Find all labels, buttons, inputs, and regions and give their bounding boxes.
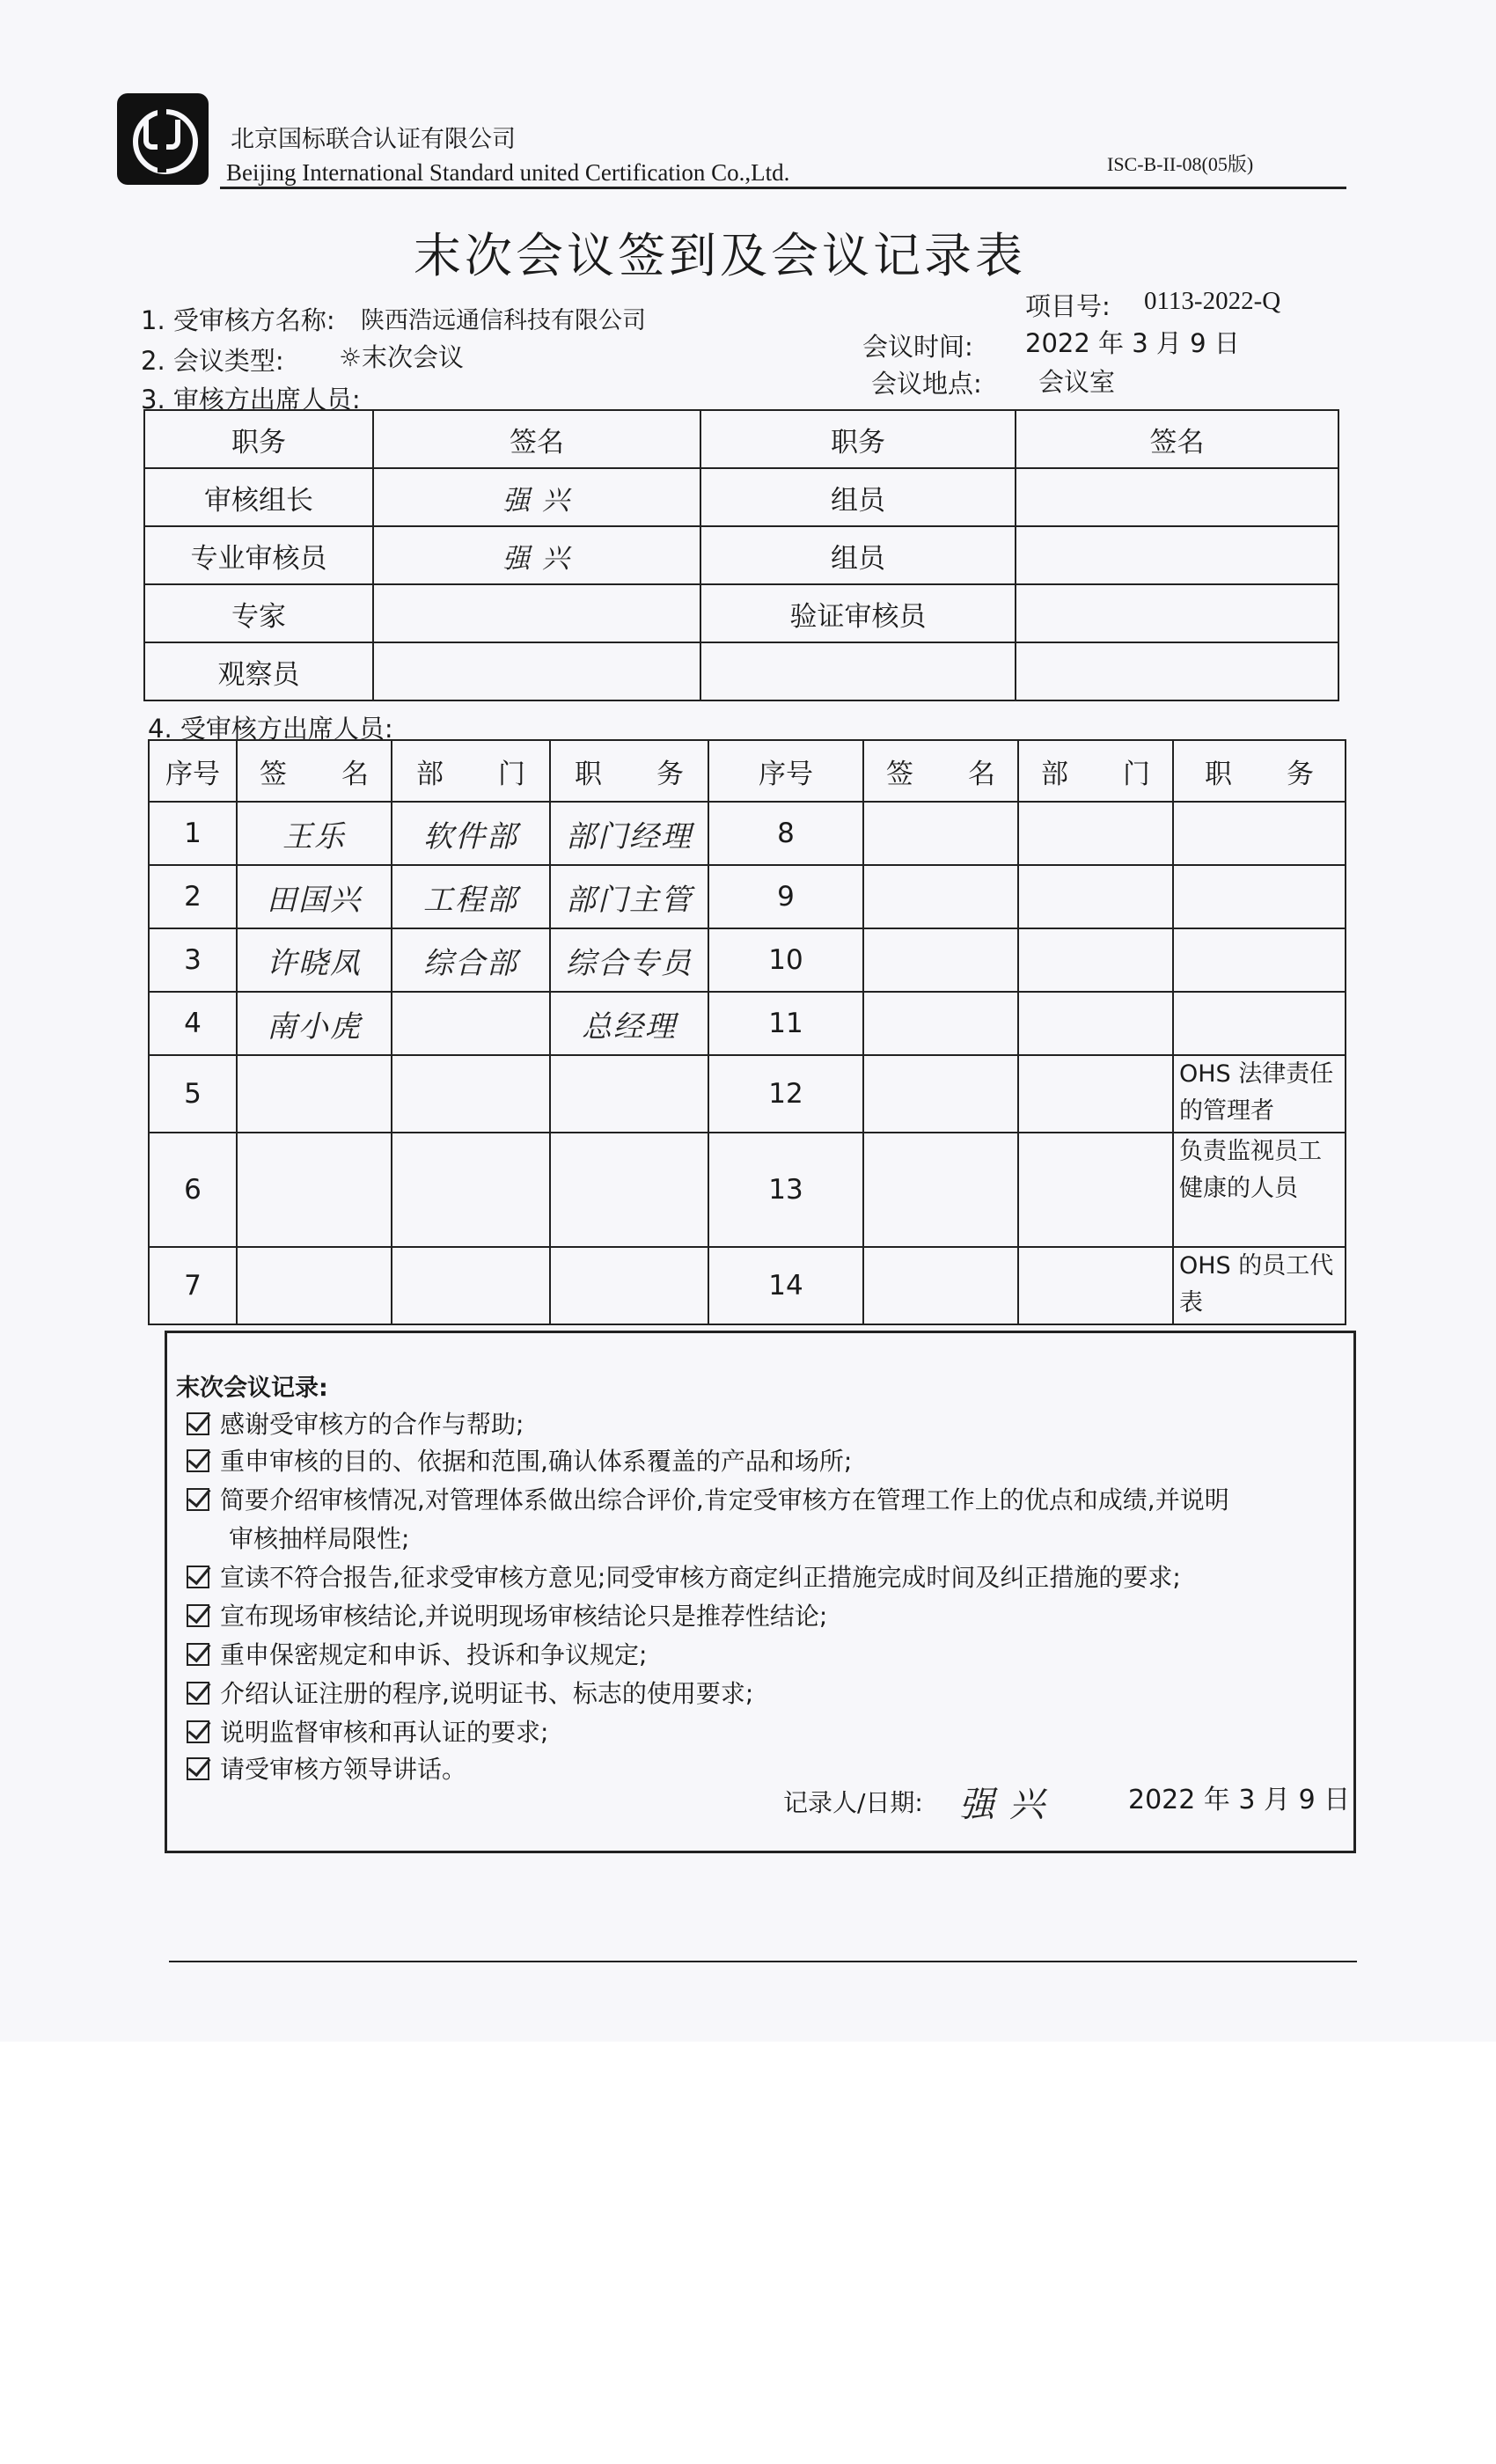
signature-cell (1016, 584, 1338, 642)
signature-cell: 王乐 (237, 802, 392, 865)
index-cell: 11 (708, 992, 863, 1055)
section-auditee-heading: 4. 受审核方出席人员: (148, 714, 393, 744)
position-cell (1173, 865, 1346, 928)
signature-cell (863, 992, 1018, 1055)
signature-cell (237, 1055, 392, 1133)
signature-cell (373, 584, 700, 642)
company-name-en: Beijing International Standard united Certification Co.,Ltd. (226, 159, 790, 186)
section-auditor-heading: 3. 审核方出席人员: (141, 385, 361, 414)
signature-cell (237, 1247, 392, 1324)
table-row (149, 1247, 1346, 1324)
index-cell: 5 (149, 1055, 237, 1133)
role-cell: 组员 (700, 526, 1016, 584)
position-cell (550, 1247, 708, 1324)
meeting-type-value: ☼末次会议 (339, 342, 464, 372)
record-item (187, 1405, 524, 1441)
index-cell: 14 (708, 1247, 863, 1324)
department-cell (1018, 1055, 1173, 1133)
signature-cell (1016, 642, 1338, 700)
department-cell: 综合部 (392, 928, 550, 992)
position-cell: 负责监视员工健康的人员 (1173, 1133, 1346, 1247)
table-row (144, 642, 1338, 700)
position-cell: 部门主管 (550, 865, 708, 928)
signature-cell (863, 802, 1018, 865)
record-item-text: 感谢受审核方的合作与帮助; (220, 1410, 524, 1439)
record-item-text: 简要介绍审核情况,对管理体系做出综合评价,肯定受审核方在管理工作上的优点和成绩,并说明 (220, 1485, 1229, 1514)
recorder-signature: 强 兴 (959, 1785, 1046, 1825)
checkbox-checked-icon (187, 1412, 209, 1435)
checkbox-checked-icon (187, 1720, 209, 1743)
checkbox-checked-icon (187, 1682, 209, 1705)
record-item-text: 宣布现场审核结论,并说明现场审核结论只是推荐性结论; (220, 1602, 828, 1631)
meeting-record-box (165, 1331, 1356, 1853)
footer-divider (169, 1961, 1357, 1962)
project-label: 项目号: (1025, 291, 1111, 321)
signature-cell (863, 865, 1018, 928)
checkbox-checked-icon (187, 1604, 209, 1627)
index-cell: 9 (708, 865, 863, 928)
record-item-text: 说明监督审核和再认证的要求; (220, 1718, 549, 1747)
department-cell (1018, 865, 1173, 928)
header-cell: 签名 (1016, 410, 1338, 468)
role-cell (700, 642, 1016, 700)
department-cell: 软件部 (392, 802, 550, 865)
header-cell: 部 门 (392, 740, 550, 802)
meeting-place-value: 会议室 (1038, 367, 1116, 397)
role-cell: 审核组长 (144, 468, 373, 526)
audit-team-table (143, 409, 1339, 701)
company-name-cn: 北京国标联合认证有限公司 (231, 126, 516, 153)
department-cell (1018, 928, 1173, 992)
department-cell (392, 1133, 550, 1247)
project-value: 0113-2022-Q (1144, 287, 1281, 315)
table-row (149, 1133, 1346, 1247)
index-cell: 7 (149, 1247, 237, 1324)
role-cell: 专业审核员 (144, 526, 373, 584)
table-row (144, 468, 1338, 526)
attendee-table (148, 739, 1346, 1325)
signature-cell: 南小虎 (237, 992, 392, 1055)
index-cell: 10 (708, 928, 863, 992)
meeting-type-label: 2. 会议类型: (141, 346, 284, 376)
role-cell: 专家 (144, 584, 373, 642)
index-cell: 3 (149, 928, 237, 992)
header-cell: 职 务 (550, 740, 708, 802)
index-cell: 4 (149, 992, 237, 1055)
role-cell: 验证审核员 (700, 584, 1016, 642)
record-item-text: 请受审核方领导讲话。 (220, 1755, 467, 1784)
record-item (187, 1597, 827, 1632)
position-cell (1173, 928, 1346, 992)
signature-cell (1016, 526, 1338, 584)
role-cell: 组员 (700, 468, 1016, 526)
checkbox-checked-icon (187, 1757, 209, 1780)
meeting-time-value: 2022 年 3 月 9 日 (1025, 328, 1240, 358)
record-item (187, 1636, 647, 1671)
department-cell (1018, 992, 1173, 1055)
index-cell: 6 (149, 1133, 237, 1247)
record-item (187, 1713, 548, 1749)
record-item (187, 1442, 852, 1478)
header-cell: 部 门 (1018, 740, 1173, 802)
meeting-place-label: 会议地点: (871, 369, 982, 399)
signature-cell: 强 兴 (373, 526, 700, 584)
header-cell: 签名 (373, 410, 700, 468)
checkbox-checked-icon (187, 1643, 209, 1666)
record-item (187, 1481, 1229, 1516)
record-item-continuation: 审核抽样局限性; (229, 1524, 410, 1553)
table-row (149, 1055, 1346, 1133)
signature-cell: 田国兴 (237, 865, 392, 928)
table-header-row (144, 410, 1338, 468)
record-item-text: 介绍认证注册的程序,说明证书、标志的使用要求; (220, 1679, 754, 1708)
signature-cell: 许晓凤 (237, 928, 392, 992)
record-item (187, 1558, 1181, 1594)
table-row (144, 526, 1338, 584)
meeting-time-label: 会议时间: (862, 332, 973, 362)
table-row (144, 584, 1338, 642)
department-cell: 工程部 (392, 865, 550, 928)
department-cell (392, 992, 550, 1055)
header-cell: 职务 (700, 410, 1016, 468)
signature-cell (863, 1247, 1018, 1324)
recorder-label: 记录人/日期: (783, 1788, 923, 1817)
position-cell (550, 1133, 708, 1247)
department-cell (1018, 1247, 1173, 1324)
department-cell (392, 1055, 550, 1133)
header-cell: 签 名 (863, 740, 1018, 802)
record-item-text: 宣读不符合报告,征求受审核方意见;同受审核方商定纠正措施完成时间及纠正措施的要求; (220, 1563, 1181, 1592)
position-cell: 部门经理 (550, 802, 708, 865)
record-item-text: 重申保密规定和申诉、投诉和争议规定; (220, 1640, 648, 1669)
header-cell: 序号 (149, 740, 237, 802)
checkbox-checked-icon (187, 1488, 209, 1511)
header-divider (220, 187, 1346, 189)
header-cell: 序号 (708, 740, 863, 802)
signature-cell (1016, 468, 1338, 526)
page-title: 末次会议签到及会议记录表 (414, 228, 1026, 283)
department-cell (1018, 802, 1173, 865)
table-row (149, 802, 1346, 865)
header-cell: 签 名 (237, 740, 392, 802)
position-cell: 综合专员 (550, 928, 708, 992)
auditee-value: 陕西浩远通信科技有限公司 (361, 307, 646, 334)
record-item-text: 重申审核的目的、依据和范围,确认体系覆盖的产品和场所; (220, 1447, 853, 1476)
table-header-row (149, 740, 1346, 802)
table-row (149, 992, 1346, 1055)
department-cell (1018, 1133, 1173, 1247)
record-item (187, 1675, 753, 1710)
signature-cell: 强 兴 (373, 468, 700, 526)
signature-cell (863, 1055, 1018, 1133)
position-cell (550, 1055, 708, 1133)
record-title: 末次会议记录: (176, 1375, 328, 1402)
checkbox-checked-icon (187, 1566, 209, 1588)
certification-logo-icon (117, 93, 209, 185)
position-cell: OHS 法律责任的管理者 (1173, 1055, 1346, 1133)
signature-cell (237, 1133, 392, 1247)
recorder-date: 2022 年 3 月 9 日 (1128, 1785, 1351, 1815)
index-cell: 2 (149, 865, 237, 928)
table-row (149, 928, 1346, 992)
header-cell: 职 务 (1173, 740, 1346, 802)
role-cell: 观察员 (144, 642, 373, 700)
signature-cell (863, 1133, 1018, 1247)
record-item (187, 1750, 466, 1786)
index-cell: 12 (708, 1055, 863, 1133)
form-number: ISC-B-II-08(05版) (1107, 153, 1254, 175)
table-row (149, 865, 1346, 928)
position-cell: OHS 的员工代表 (1173, 1247, 1346, 1324)
signature-cell (373, 642, 700, 700)
department-cell (392, 1247, 550, 1324)
auditee-label: 1. 受审核方名称: (141, 305, 335, 335)
position-cell (1173, 992, 1346, 1055)
index-cell: 8 (708, 802, 863, 865)
checkbox-checked-icon (187, 1449, 209, 1472)
index-cell: 1 (149, 802, 237, 865)
index-cell: 13 (708, 1133, 863, 1247)
position-cell (1173, 802, 1346, 865)
signature-cell (863, 928, 1018, 992)
header-cell: 职务 (144, 410, 373, 468)
position-cell: 总经理 (550, 992, 708, 1055)
